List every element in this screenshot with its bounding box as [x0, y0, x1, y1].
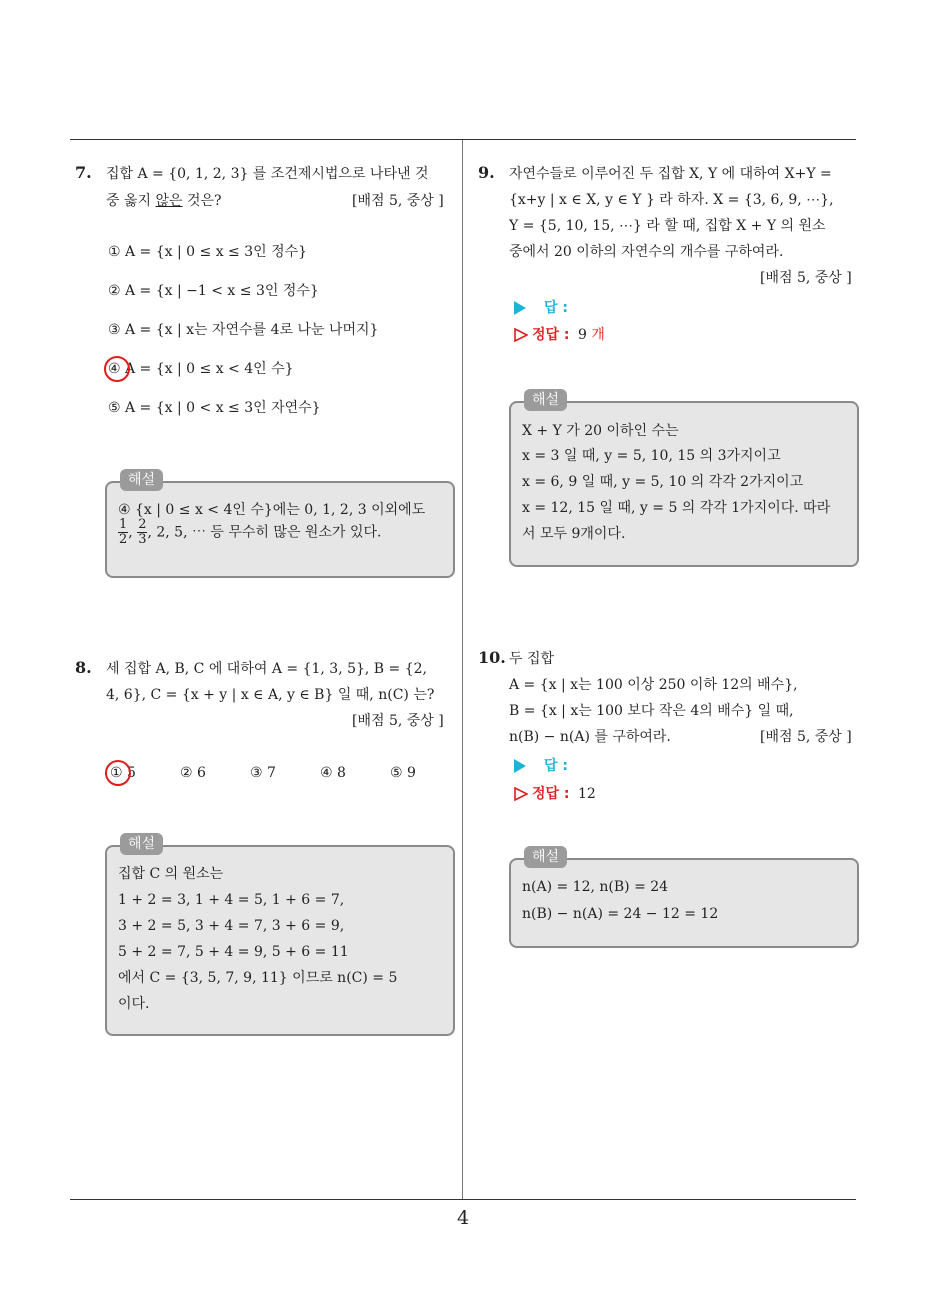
question-text: 것은?	[182, 193, 222, 209]
separator: ,	[128, 524, 138, 541]
option-1[interactable]: ① 5	[110, 765, 136, 781]
points-label: [배점 5, 중상 ]	[352, 193, 444, 209]
hollow-triangle-icon	[514, 328, 528, 342]
play-icon	[514, 759, 526, 773]
underlined-word: 않은	[155, 193, 183, 209]
solution-line: 집합 C 의 원소는	[118, 866, 224, 882]
solution-line: x = 12, 15 일 때, y = 5 의 각각 1가지이다. 따라	[522, 500, 831, 516]
solution-line: x = 3 일 때, y = 5, 10, 15 의 3가지이고	[522, 448, 781, 464]
correct-answer-label: 정답 :	[532, 786, 570, 802]
answer-row	[514, 298, 568, 318]
option-1[interactable]: ① A = {x | 0 ≤ x ≤ 3인 정수}	[108, 244, 308, 260]
question-text: 중 옳지	[106, 193, 156, 209]
selected-answer-circle	[105, 760, 131, 786]
question-text-line: A = {x | x는 100 이상 250 이하 12의 배수},	[509, 677, 798, 693]
solution-line: 3 + 2 = 5, 3 + 4 = 7, 3 + 6 = 9,	[118, 918, 345, 934]
points-label: [배점 5, 중상 ]	[760, 270, 852, 286]
fraction	[118, 518, 128, 547]
fraction-denominator: 3	[138, 532, 147, 547]
correct-answer-row	[514, 784, 596, 804]
bottom-rule	[70, 1199, 856, 1200]
solution-line: n(A) = 12, n(B) = 24	[522, 879, 669, 895]
correct-answer-value: 12	[577, 786, 596, 802]
page-number: 4	[456, 1207, 470, 1229]
question-text-line: Y = {5, 10, 15, ⋯} 라 할 때, 집합 X + Y 의 원소	[509, 218, 826, 234]
hollow-triangle-icon	[514, 787, 528, 801]
answer-label: 답 :	[544, 300, 568, 316]
solution-line: 5 + 2 = 7, 5 + 4 = 9, 5 + 6 = 11	[118, 944, 349, 960]
answer-label: 답 :	[544, 758, 568, 774]
answer-row	[514, 756, 568, 776]
question-number: 7.	[75, 163, 92, 182]
option-2[interactable]: ② A = {x | −1 < x ≤ 3인 정수}	[108, 283, 319, 299]
question-text-line: B = {x | x는 100 보다 작은 4의 배수} 일 때,	[509, 703, 794, 719]
solution-line: x = 6, 9 일 때, y = 5, 10 의 각각 2가지이고	[522, 474, 804, 490]
solution-tag: 해설	[120, 469, 163, 491]
solution-line: 이다.	[118, 996, 150, 1012]
correct-answer-label: 정답 :	[532, 327, 570, 343]
solution-tag: 해설	[120, 833, 163, 855]
solution-line	[118, 518, 381, 547]
play-icon	[514, 301, 526, 315]
solution-tag: 해설	[524, 846, 567, 868]
question-number: 10.	[478, 648, 506, 667]
option-3[interactable]: ③ 7	[250, 765, 276, 781]
correct-answer-value: 9	[577, 327, 587, 343]
option-5[interactable]: ⑤ A = {x | 0 < x ≤ 3인 자연수}	[108, 400, 321, 416]
option-4[interactable]: ④ 8	[320, 765, 346, 781]
question-text-line: 중에서 20 이하의 자연수의 개수를 구하여라.	[509, 244, 784, 260]
correct-answer-unit: 개	[591, 327, 605, 343]
question-number: 9.	[478, 163, 495, 182]
question-number: 8.	[75, 658, 92, 677]
question-text-line: n(B) − n(A) 를 구하여라.	[509, 729, 671, 745]
solution-text: , 2, 5, ⋯ 등 무수히 많은 원소가 있다.	[147, 524, 382, 541]
points-label: [배점 5, 중상 ]	[760, 729, 852, 745]
correct-answer-row	[514, 325, 605, 345]
question-text-line	[106, 191, 222, 211]
solution-line: X + Y 가 20 이하인 수는	[522, 423, 679, 439]
solution-tag: 해설	[524, 389, 567, 411]
solution-line: n(B) − n(A) = 24 − 12 = 12	[522, 906, 719, 922]
question-text-line: 4, 6}, C = {x + y | x ∈ A, y ∈ B} 일 때, n(C) 는?	[106, 687, 435, 703]
solution-box	[509, 858, 859, 948]
column-divider	[462, 140, 463, 1200]
question-text-line: {x+y | x ∈ X, y ∈ Y } 라 하자. X = {3, 6, 9, ⋯},	[509, 192, 834, 208]
selected-answer-circle	[104, 356, 130, 382]
question-text-line: 세 집합 A, B, C 에 대하여 A = {1, 3, 5}, B = {2,	[106, 661, 427, 677]
solution-line: 서 모두 9개이다.	[522, 526, 626, 542]
option-3[interactable]: ③ A = {x | x는 자연수를 4로 나눈 나머지}	[108, 322, 379, 338]
solution-line: 에서 C = {3, 5, 7, 9, 11} 이므로 n(C) = 5	[118, 970, 398, 986]
fraction	[137, 518, 147, 547]
fraction-denominator: 2	[119, 532, 128, 547]
option-4[interactable]: ④ A = {x | 0 ≤ x < 4인 수}	[108, 361, 294, 377]
fraction-numerator: 2	[138, 517, 147, 532]
option-2[interactable]: ② 6	[180, 765, 206, 781]
solution-line: 1 + 2 = 3, 1 + 4 = 5, 1 + 6 = 7,	[118, 892, 345, 908]
question-title: 두 집합	[509, 651, 555, 667]
option-5[interactable]: ⑤ 9	[390, 765, 416, 781]
solution-line: ④ {x | 0 ≤ x < 4인 수}에는 0, 1, 2, 3 이외에도	[118, 502, 426, 518]
top-rule	[70, 139, 856, 140]
question-text-line: 집합 A = {0, 1, 2, 3} 를 조건제시법으로 나타낸 것	[106, 166, 429, 182]
fraction-numerator: 1	[119, 517, 128, 532]
question-text-line: 자연수들로 이루어진 두 집합 X, Y 에 대하여 X+Y =	[509, 166, 832, 182]
points-label: [배점 5, 중상 ]	[352, 713, 444, 729]
